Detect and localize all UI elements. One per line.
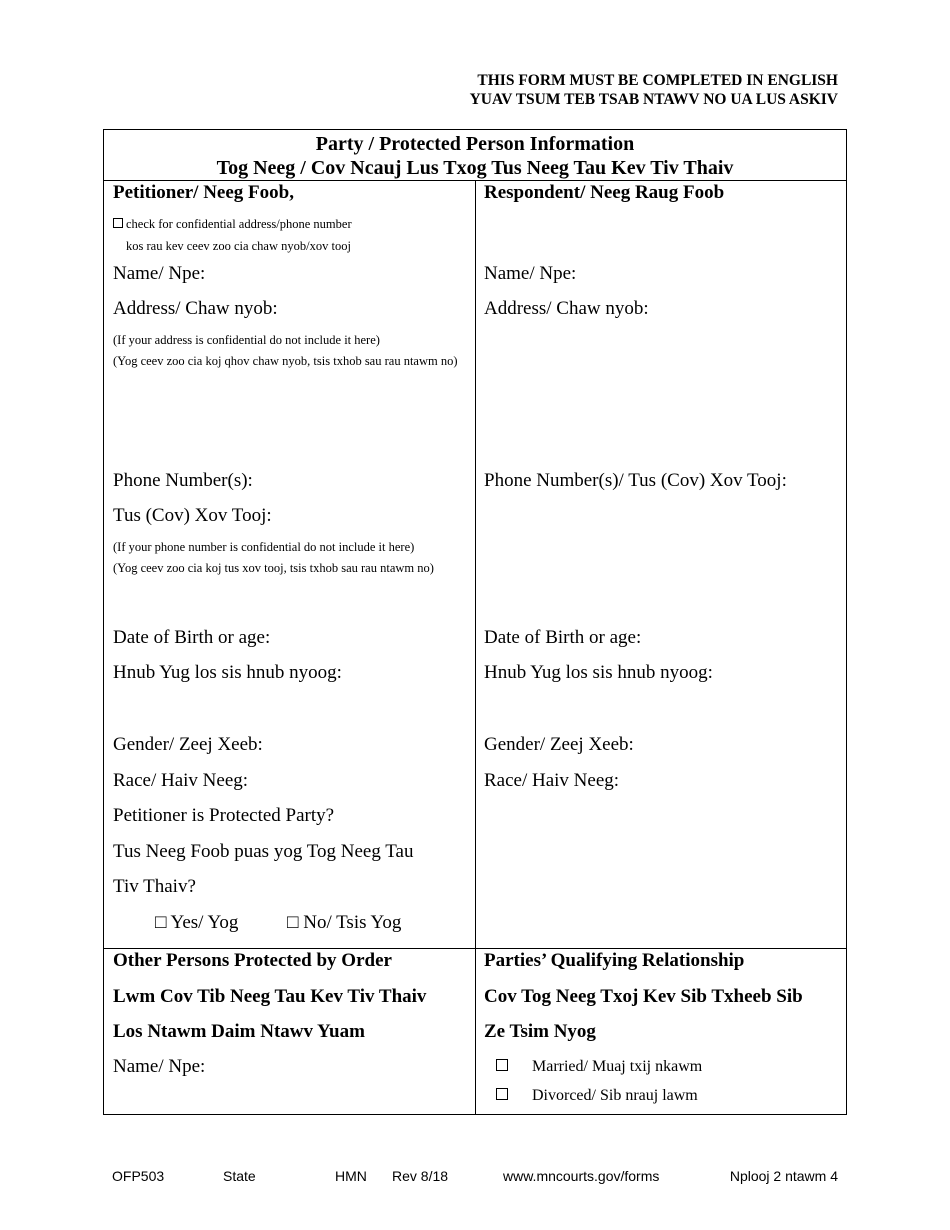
respondent-address-field[interactable]: Address/ Chaw nyob:	[484, 298, 649, 319]
petitioner-name-field[interactable]: Name/ Npe:	[113, 263, 206, 284]
others-heading-line2: Lwm Cov Tib Neeg Tau Kev Tiv Thaiv	[113, 986, 427, 1007]
protected-question-line3: Tiv Thaiv?	[113, 876, 196, 897]
married-checkbox[interactable]	[496, 1059, 508, 1071]
party-info-table	[103, 129, 847, 1115]
protected-yes-option[interactable]	[155, 912, 238, 934]
footer-url[interactable]: www.mncourts.gov/forms	[503, 1168, 660, 1184]
section-title-hmong: Tog Neeg / Cov Ncauj Lus Txog Tus Neeg Tau Kev Tiv Thaiv	[216, 157, 734, 179]
petitioner-dob-label-hmong: Hnub Yug los sis hnub nyoog:	[113, 662, 342, 683]
respondent-name-field[interactable]: Name/ Npe:	[484, 263, 577, 284]
protected-question-line2: Tus Neeg Foob puas yog Tog Neeg Tau	[113, 841, 414, 862]
section-title-english: Party / Protected Person Information	[315, 133, 635, 155]
confidential-check-label: check for confidential address/phone number	[126, 217, 352, 231]
yes-checkbox[interactable]: □	[155, 912, 167, 933]
others-name-field[interactable]: Name/ Npe:	[113, 1056, 206, 1077]
confidential-check-label-hmong: kos rau kev ceev zoo cia chaw nyob/xov tooj	[126, 239, 351, 253]
married-label: Married/ Muaj txij nkawm	[532, 1058, 703, 1075]
yes-label: Yes/ Yog	[170, 912, 239, 933]
respondent-heading: Respondent/ Neeg Raug Foob	[484, 182, 725, 203]
no-checkbox[interactable]: □	[287, 912, 299, 933]
relationship-heading-line1: Parties’ Qualifying Relationship	[484, 950, 745, 971]
petitioner-address-field[interactable]: Address/ Chaw nyob:	[113, 298, 278, 319]
footer-revision: Rev 8/18	[392, 1168, 449, 1184]
address-note-english: (If your address is confidential do not include it here)	[113, 333, 380, 347]
footer-form-id: OFP503	[112, 1168, 165, 1184]
relationship-heading-line2: Cov Tog Neeg Txoj Kev Sib Txheeb Sib	[484, 986, 803, 1007]
respondent-dob-field[interactable]: Date of Birth or age:	[484, 627, 642, 648]
confidential-checkbox[interactable]	[113, 218, 123, 228]
row-divider	[104, 948, 846, 949]
column-divider	[475, 181, 476, 1115]
protected-question-line1: Petitioner is Protected Party?	[113, 805, 335, 826]
respondent-gender-field[interactable]: Gender/ Zeej Xeeb:	[484, 734, 634, 755]
petitioner-gender-field[interactable]: Gender/ Zeej Xeeb:	[113, 734, 263, 755]
petitioner-phone-field[interactable]: Phone Number(s):	[113, 470, 253, 491]
section-title	[104, 130, 846, 181]
relationship-heading-line3: Ze Tsim Nyog	[484, 1021, 596, 1042]
divorced-option[interactable]	[496, 1087, 698, 1105]
notice-english: THIS FORM MUST BE COMPLETED IN ENGLISH	[477, 72, 838, 89]
petitioner-heading: Petitioner/ Neeg Foob,	[113, 182, 294, 203]
footer-state: State	[223, 1168, 256, 1184]
footer-page-number: Nplooj 2 ntawm 4	[729, 1168, 838, 1184]
respondent-race-field[interactable]: Race/ Haiv Neeg:	[484, 770, 620, 791]
petitioner-phone-label-hmong: Tus (Cov) Xov Tooj:	[113, 505, 272, 526]
phone-note-english: (If your phone number is confidential do not include it here)	[113, 540, 415, 554]
phone-note-hmong: (Yog ceev zoo cia koj tus xov tooj, tsis txhob sau rau ntawm no)	[113, 561, 434, 575]
divorced-checkbox[interactable]	[496, 1088, 508, 1100]
protected-no-option[interactable]	[287, 912, 401, 934]
notice-hmong: YUAV TSUM TEB TSAB NTAWV NO UA LUS ASKIV	[469, 91, 838, 108]
confidential-check-row[interactable]	[113, 217, 352, 232]
others-heading-line3: Los Ntawm Daim Ntawv Yuam	[113, 1021, 365, 1042]
form-notice	[470, 71, 838, 109]
respondent-phone-field[interactable]: Phone Number(s)/ Tus (Cov) Xov Tooj:	[484, 470, 787, 491]
divorced-label: Divorced/ Sib nrauj lawm	[532, 1087, 698, 1104]
respondent-dob-label-hmong: Hnub Yug los sis hnub nyoog:	[484, 662, 713, 683]
address-note-hmong: (Yog ceev zoo cia koj qhov chaw nyob, tsis txhob sau rau ntawm no)	[113, 354, 458, 368]
others-heading-line1: Other Persons Protected by Order	[113, 950, 392, 971]
petitioner-race-field[interactable]: Race/ Haiv Neeg:	[113, 770, 249, 791]
footer-language: HMN	[335, 1168, 367, 1184]
petitioner-dob-field[interactable]: Date of Birth or age:	[113, 627, 271, 648]
no-label: No/ Tsis Yog	[303, 912, 402, 933]
married-option[interactable]	[496, 1058, 702, 1076]
